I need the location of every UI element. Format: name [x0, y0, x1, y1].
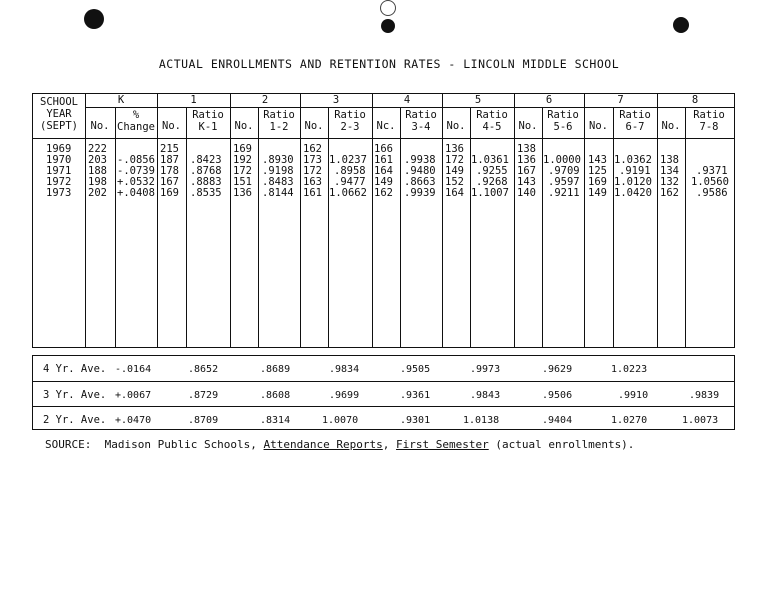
k-no-cell: 202: [88, 187, 107, 199]
grade-6-label: 6: [545, 94, 553, 106]
col-line: [542, 107, 543, 347]
ratio-56-cell: .9597: [548, 176, 580, 188]
avg-ratio-56: .9506: [542, 390, 573, 401]
grade-4-label: 4: [403, 94, 411, 106]
ratio-45-cell: .9255: [476, 165, 508, 177]
col-line: [470, 107, 471, 347]
source-semester: First Semester: [396, 438, 489, 451]
ratio-34-cell: .9938: [404, 154, 436, 166]
g5-no-cell: 136: [445, 143, 464, 155]
g1-no-cell: 167: [160, 176, 179, 188]
g5-no-cell: 152: [445, 176, 464, 188]
avg-row-3yr: [33, 381, 734, 407]
g3-no-cell: 172: [303, 165, 322, 177]
avg-ratio-56: .9629: [542, 364, 573, 375]
g2-no-cell: 172: [233, 165, 252, 177]
ratio-67-cell: 1.0420: [614, 187, 652, 199]
avg-ratio-67: 1.0270: [611, 415, 648, 426]
k-no-cell: 222: [88, 143, 107, 155]
k-change-header: [115, 109, 157, 133]
g4-no-cell: 166: [374, 143, 393, 155]
g3-no-cell: 173: [303, 154, 322, 166]
g8-no-cell: 134: [660, 165, 679, 177]
g2-no-header: No.: [234, 120, 254, 132]
g4-no-cell: 162: [374, 187, 393, 199]
avg-ratio-78: 1.0073: [682, 415, 719, 426]
avg-row-2yr: [33, 406, 734, 432]
grade-5-label: 5: [474, 94, 482, 106]
g6-no-cell: 138: [517, 143, 536, 155]
g4-no-header: Nc.: [376, 120, 396, 132]
source-report-title: Attendance Reports: [263, 438, 383, 451]
header-rule-top: [85, 107, 734, 108]
col-line: [685, 107, 686, 347]
ratio-k1-header: [186, 109, 230, 133]
g8-no-cell: 162: [660, 187, 679, 199]
ratio-range-label: 4-5: [482, 121, 502, 133]
col-line: [186, 107, 187, 347]
g5-no-cell: 149: [445, 165, 464, 177]
ratio-34-header: [400, 109, 442, 133]
avg-ratio-23: .9834: [329, 364, 360, 375]
avg-ratio-34: .9301: [400, 415, 431, 426]
ratio-67-cell: 1.0362: [614, 154, 652, 166]
ratio-label: Ratio: [476, 109, 508, 121]
g7-no-cell: 143: [588, 154, 607, 166]
ratio-label: Ratio: [334, 109, 366, 121]
g1-no-cell: 215: [160, 143, 179, 155]
punch-hole-mid-top: [380, 0, 396, 16]
ratio-range-label: 2-3: [340, 121, 360, 133]
g1-no-cell: 178: [160, 165, 179, 177]
k-no-cell: 203: [88, 154, 107, 166]
col-line: [613, 107, 614, 347]
avg-ratio-34: .9505: [400, 364, 431, 375]
avg-label: 4 Yr. Ave.: [43, 363, 107, 375]
ratio-k1-cell: .8535: [190, 187, 222, 199]
source-suffix: (actual enrollments).: [488, 438, 635, 451]
ratio-range-label: 3-4: [411, 121, 431, 133]
ratio-label: Ratio: [693, 109, 725, 121]
ratio-67-header: [613, 109, 657, 133]
g6-no-cell: 136: [517, 154, 536, 166]
avg-ratio-k1: .8709: [188, 415, 219, 426]
grade-3-label: 3: [332, 94, 340, 106]
ratio-45-cell: 1.0361: [471, 154, 509, 166]
g2-no-cell: 169: [233, 143, 252, 155]
g4-no-cell: 164: [374, 165, 393, 177]
ratio-23-cell: .8958: [334, 165, 366, 177]
enrollment-table: [32, 93, 735, 348]
ratio-45-header: [470, 109, 514, 133]
g3-no-header: No.: [304, 120, 324, 132]
page-title: ACTUAL ENROLLMENTS AND RETENTION RATES - LINCOLN MIDDLE SCHOOL: [158, 57, 620, 71]
punch-hole-left: [84, 9, 104, 29]
source-separator: ,: [382, 438, 397, 451]
ratio-label: Ratio: [405, 109, 437, 121]
k-change-cell: +.0408: [117, 187, 155, 199]
school-year-label-2: YEAR: [46, 108, 72, 120]
avg-ratio-12: .8314: [260, 415, 291, 426]
avg-ratio-34: .9361: [400, 390, 431, 401]
ratio-34-cell: .9480: [404, 165, 436, 177]
g2-no-cell: 151: [233, 176, 252, 188]
g8-no-header: No.: [661, 120, 681, 132]
punch-hole-mid: [381, 19, 395, 33]
grade-k-label: K: [117, 94, 125, 106]
g3-no-cell: 161: [303, 187, 322, 199]
avg-ratio-78: .9839: [689, 390, 720, 401]
ratio-45-cell: 1.1007: [471, 187, 509, 199]
g3-no-cell: 163: [303, 176, 322, 188]
g7-no-header: No.: [589, 120, 608, 132]
year-cell: 1973: [46, 187, 72, 199]
g6-no-cell: 140: [517, 187, 536, 199]
source-note: [45, 438, 634, 451]
avg-ratio-12: .8689: [260, 364, 291, 375]
grade-2-label: 2: [261, 94, 269, 106]
ratio-label: Ratio: [263, 109, 295, 121]
punch-hole-right: [673, 17, 689, 33]
pct-label: %: [132, 109, 140, 121]
avg-ratio-45: .9843: [470, 390, 501, 401]
ratio-45-cell: .9268: [476, 176, 508, 188]
g5-no-cell: 172: [445, 154, 464, 166]
ratio-78-cell: .9371: [696, 165, 728, 177]
ratio-range-label: 1-2: [269, 121, 289, 133]
ratio-12-cell: .9198: [262, 165, 294, 177]
grade-7-label: 7: [617, 94, 624, 106]
ratio-67-cell: 1.0120: [614, 176, 652, 188]
g3-no-cell: 162: [303, 143, 322, 155]
ratio-range-label: K-1: [198, 121, 218, 133]
k-no-header: No.: [90, 120, 110, 132]
avg-change: +.0067: [115, 390, 152, 401]
g2-no-cell: 192: [233, 154, 252, 166]
year-cell: 1970: [46, 154, 72, 166]
grade-1-label: 1: [190, 94, 197, 106]
k-change-cell: +.0532: [117, 176, 155, 188]
ratio-23-cell: 1.0237: [329, 154, 367, 166]
ratio-56-cell: .9211: [548, 187, 580, 199]
school-year-label-3: (SEPT): [40, 120, 78, 132]
k-no-cell: 188: [88, 165, 107, 177]
ratio-78-cell: .9586: [696, 187, 728, 199]
ratio-12-cell: .8930: [262, 154, 294, 166]
col-line: [115, 107, 116, 347]
avg-label: 3 Yr. Ave.: [43, 389, 107, 401]
year-cell: 1971: [46, 165, 72, 177]
k-change-cell: -.0739: [117, 165, 155, 177]
ratio-12-cell: .8483: [262, 176, 294, 188]
avg-ratio-23: .9699: [329, 390, 360, 401]
g4-no-cell: 149: [374, 176, 393, 188]
avg-ratio-45: .9973: [470, 364, 501, 375]
ratio-34-cell: .9939: [404, 187, 436, 199]
g1-no-header: No.: [162, 120, 181, 132]
avg-row-4yr: [33, 356, 734, 381]
g7-no-cell: 125: [588, 165, 607, 177]
header-rule-bottom: [33, 138, 734, 139]
col-line: [258, 107, 259, 347]
averages-table: [32, 355, 735, 430]
ratio-12-cell: .8144: [262, 187, 294, 199]
g6-no-cell: 167: [517, 165, 536, 177]
g8-no-cell: 138: [660, 154, 679, 166]
g1-no-cell: 169: [160, 187, 179, 199]
avg-ratio-56: .9404: [542, 415, 573, 426]
ratio-67-cell: .9191: [619, 165, 651, 177]
ratio-56-cell: 1.0000: [543, 154, 581, 166]
ratio-range-label: 5-6: [553, 121, 573, 133]
g8-no-cell: 132: [660, 176, 679, 188]
ratio-56-cell: .9709: [548, 165, 580, 177]
col-line: [328, 107, 329, 347]
avg-ratio-k1: .8652: [188, 364, 219, 375]
g6-no-header: No.: [518, 120, 538, 132]
ratio-label: Ratio: [547, 109, 579, 121]
col-line: [400, 107, 401, 347]
ratio-k1-cell: .8423: [190, 154, 222, 166]
g1-no-cell: 187: [160, 154, 179, 166]
source-prefix: SOURCE: Madison Public Schools,: [45, 438, 264, 451]
g5-no-header: No.: [446, 120, 466, 132]
ratio-range-label: 6-7: [625, 121, 645, 133]
school-year-label-1: SCHOOL: [40, 96, 78, 108]
avg-change: -.0164: [115, 364, 152, 375]
ratio-23-header: [328, 109, 372, 133]
k-no-cell: 198: [88, 176, 107, 188]
k-change-cell: -.0856: [117, 154, 155, 166]
g4-no-cell: 161: [374, 154, 393, 166]
ratio-78-cell: 1.0560: [691, 176, 729, 188]
ratio-k1-cell: .8768: [190, 165, 222, 177]
ratio-label: Ratio: [619, 109, 651, 121]
change-label: Change: [117, 121, 155, 133]
g7-no-cell: 169: [588, 176, 607, 188]
ratio-56-header: [542, 109, 584, 133]
ratio-23-cell: .9477: [334, 176, 366, 188]
grade-8-label: 8: [691, 94, 699, 106]
ratio-k1-cell: .8883: [190, 176, 222, 188]
avg-change: +.0470: [115, 415, 152, 426]
avg-ratio-45: 1.0138: [463, 415, 500, 426]
school-year-header: [33, 96, 85, 132]
avg-label: 2 Yr. Ave.: [43, 414, 107, 426]
ratio-range-label: 7-8: [699, 121, 719, 133]
year-cell: 1972: [46, 176, 72, 188]
avg-ratio-67: 1.0223: [611, 364, 648, 375]
ratio-23-cell: 1.0662: [329, 187, 367, 199]
avg-ratio-k1: .8729: [188, 390, 219, 401]
year-cell: 1969: [46, 143, 72, 155]
avg-ratio-12: .8608: [260, 390, 291, 401]
ratio-78-header: [685, 109, 733, 133]
g7-no-cell: 149: [588, 187, 607, 199]
ratio-34-cell: .8663: [404, 176, 436, 188]
g2-no-cell: 136: [233, 187, 252, 199]
ratio-12-header: [258, 109, 300, 133]
avg-ratio-67: .9910: [618, 390, 649, 401]
avg-ratio-23: 1.0070: [322, 415, 359, 426]
g6-no-cell: 143: [517, 176, 536, 188]
ratio-label: Ratio: [192, 109, 224, 121]
g5-no-cell: 164: [445, 187, 464, 199]
